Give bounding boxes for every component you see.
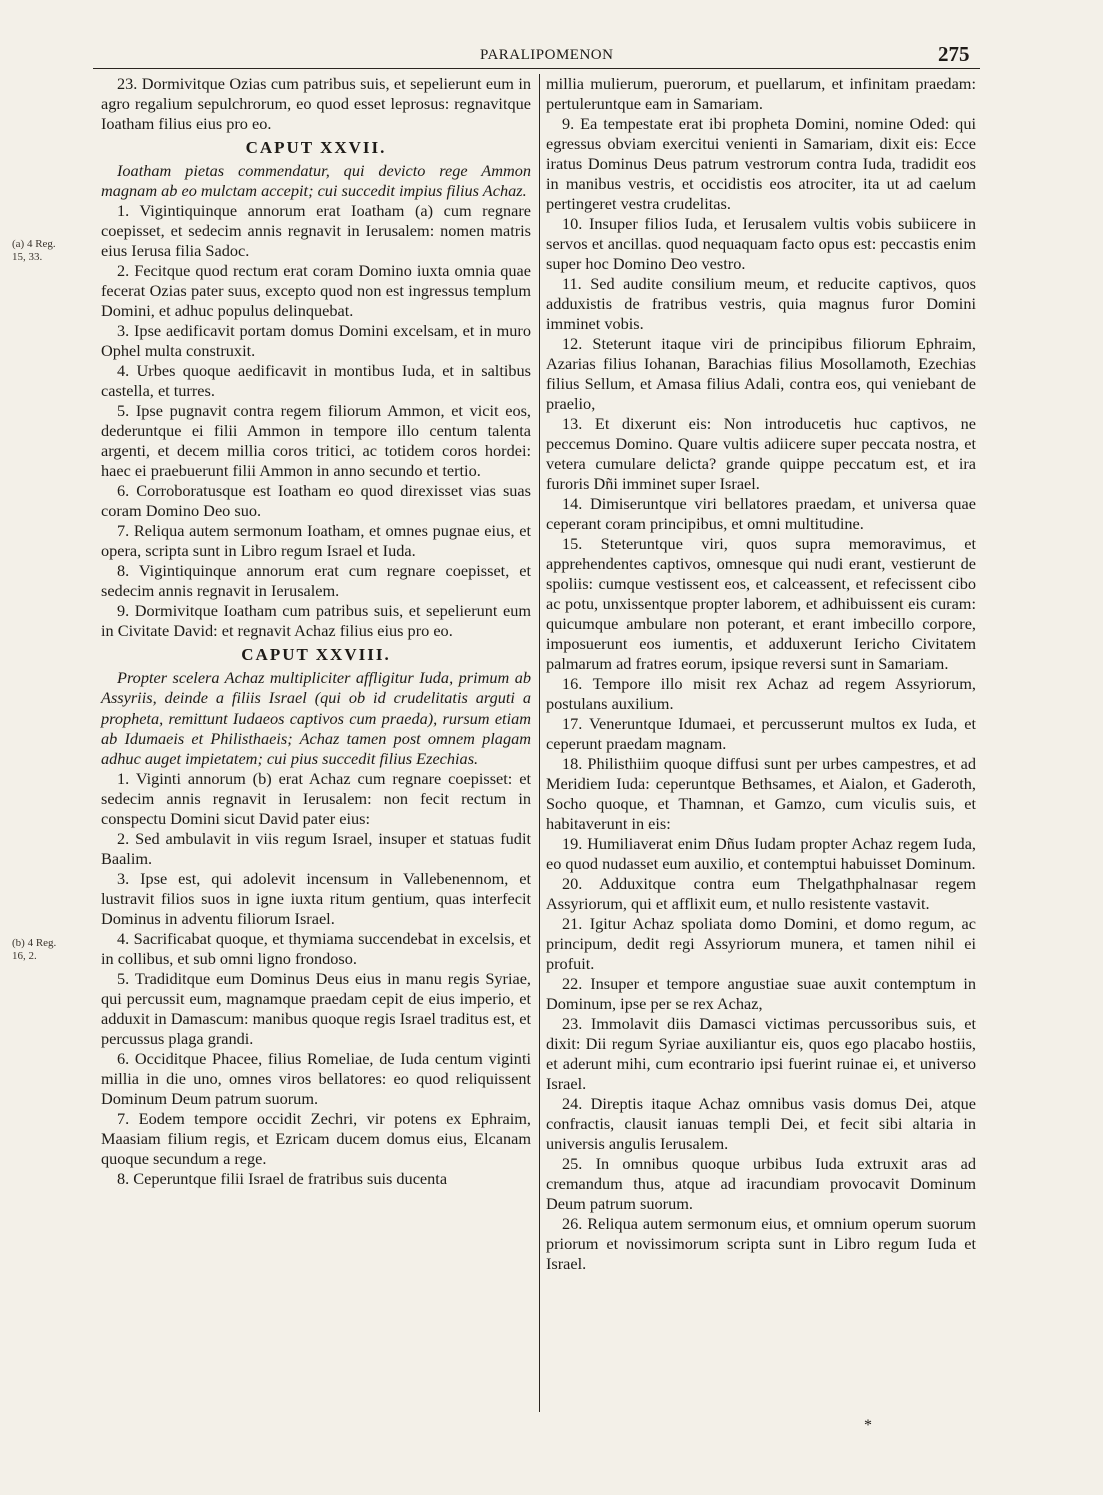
- verse: 5. Ipse pugnavit contra regem filiorum Ammon, et vicit eos, dederuntque ei filii Ammon in tempore illo centum talenta argenti, et decem millia coros tritici, ac totidem coros hordei: haec ei praebuerunt filii Ammon in anno secundo et tertio.: [101, 401, 531, 480]
- verse: 6. Corroboratusque est Ioatham eo quod direxisset vias suas coram Domino Deo suo.: [101, 481, 531, 520]
- right-column: [546, 74, 976, 1274]
- verse: 13. Et dixerunt eis: Non introducetis huc captivos, ne peccemus Domino. Quare vultis adiicere super peccata nostra, et vetera cumulare delicta? grande quippe peccatum est, et ira furoris Dñi imminet super Israel.: [546, 414, 976, 493]
- verse: 9. Ea tempestate erat ibi propheta Domini, nomine Oded: qui egressus obviam exercitui venienti in Samariam, dixit eis: Ecce iratus Dominus Deus patrum vestrorum contra Iuda, tradidit eos in manibus vestris, et occidistis eos atrociter, ita ut ad caelum pertingeret vestra crudelitas.: [546, 114, 976, 213]
- verse: 20. Adduxitque contra eum Thelgathphalnasar regem Assyriorum, qui et afflixit eum, et nullo resistente vastavit.: [546, 874, 976, 913]
- margin-note-b-line1: (b) 4 Reg.: [12, 937, 57, 949]
- verse: 11. Sed audite consilium meum, et reducite captivos, quos adduxistis de fratribus vestris, quia magnus furor Domini imminet vobis.: [546, 274, 976, 333]
- verse: 1. Viginti annorum (b) erat Achaz cum regnare coepisset: et sedecim annis regnavit in Ierusalem: non fecit rectum in conspectu Domini sicut David pater eius:: [101, 769, 531, 829]
- verse: 2. Sed ambulavit in viis regum Israel, insuper et statuas fudit Baalim.: [101, 829, 531, 869]
- header-rule: [93, 68, 980, 69]
- caput-28-summary: Propter scelera Achaz multipliciter affligitur Iuda, primum ab Assyriis, deinde a filiis Israel (qui ob id crudelitatis arguti a propheta, remittunt Iudaeos captivos cum praeda), rursum etiam ab Idumaeis et Philisthaeis; Achaz tamen post omnem plagam adhuc auget impietatem; cui pius succedit filius Ezechias.: [101, 668, 531, 769]
- verse: 7. Reliqua autem sermonum Ioatham, et omnes pugnae eius, et opera, scripta sunt in Libro regum Israel et Iuda.: [101, 521, 531, 560]
- verse: 7. Eodem tempore occidit Zechri, vir potens ex Ephraim, Maasiam filium regis, et Ezricam ducem domus eius, Elcanam quoque secundum a rege.: [101, 1109, 531, 1169]
- verse: 3. Ipse aedificavit portam domus Domini excelsam, et in muro Ophel multa construxit.: [101, 321, 531, 360]
- verse-continuation: millia mulierum, puerorum, et puellarum, et infinitam praedam: pertuleruntque eam in Samariam.: [546, 74, 976, 113]
- verse: 16. Tempore illo misit rex Achaz ad regem Assyriorum, postulans auxilium.: [546, 674, 976, 713]
- caput-27-heading: CAPUT XXVII.: [245, 138, 387, 157]
- verse: 2. Fecitque quod rectum erat coram Domino iuxta omnia quae fecerat Ozias pater suus, excepto quod non est ingressus templum Domini, et adhuc populus delinquebat.: [101, 261, 531, 320]
- verse: 23. Immolavit diis Damasci victimas percussoribus suis, et dixit: Dii regum Syriae auxiliantur eis, quos ego placabo hostiis, et aderunt mihi, cum econtrario ipsi fuerint ruinae ei, et universo Israel.: [546, 1014, 976, 1093]
- verse: 4. Sacrificabat quoque, et thymiama succendebat in excelsis, et in collibus, et sub omni ligno frondoso.: [101, 929, 531, 969]
- verse: 18. Philisthiim quoque diffusi sunt per urbes campestres, et ad Meridiem Iuda: ceperuntque Bethsames, et Aialon, et Gaderoth, Socho quoque, et Thamnan, et Gamzo, cum viculis suis, et habitaverunt in eis:: [546, 754, 976, 833]
- verse: 15. Steteruntque viri, quos supra memoravimus, et apprehendentes captivos, omnesque qui nudi erant, vestierunt de spoliis: cumque vestissent eos, et calceassent, et refecissent cibo ac potu, unxissentque propter laborem, et adhibuissent eis curam: quicumque ambulare non poterant, et erant imbecillo corpore, imposuerunt eos iumentis, et adduxerunt Iericho Civitatem palmarum ad fratres eorum, ipsique reversi sunt in Samariam.: [546, 534, 976, 673]
- caput-28-heading: CAPUT XXVIII.: [241, 645, 391, 664]
- margin-note-b: [12, 937, 94, 963]
- running-header-title: PARALIPOMENON: [480, 47, 614, 63]
- verse: 17. Veneruntque Idumaei, et percusserunt multos ex Iuda, et ceperunt praedam magnam.: [546, 714, 976, 753]
- verse: 1. Vigintiquinque annorum erat Ioatham (a) cum regnare coepisset, et sedecim annis regnavit in Ierusalem: nomen matris eius Ierusa filia Sadoc.: [101, 201, 531, 260]
- margin-note-b-line2: 16, 2.: [12, 950, 37, 962]
- verse: 10. Insuper filios Iuda, et Ierusalem vultis vobis subiicere in servos et ancillas. quod nequaquam facto opus est: peccastis enim super hoc Domino Deo vestro.: [546, 214, 976, 273]
- verse: 24. Direptis itaque Achaz omnibus vasis domus Dei, atque confractis, clausit ianuas templi Dei, et fecit sibi altaria in universis angulis Ierusalem.: [546, 1094, 976, 1153]
- end-asterisk: *: [864, 1417, 872, 1434]
- verse: 12. Steterunt itaque viri de principibus filiorum Ephraim, Azarias filius Iohanan, Barachias filius Mosollamoth, Ezechias filius Sellum, et Amasa filius Adali, contra eos, qui veniebant de praelio,: [546, 334, 976, 413]
- margin-note-a-line2: 15, 33.: [12, 251, 43, 263]
- verse-23-previous-chapter: 23. Dormivitque Ozias cum patribus suis, et sepelierunt eum in agro regalium sepulchrorum, eo quod esset leprosus: regnavitque Ioatham filius eius pro eo.: [101, 74, 531, 133]
- verse: 3. Ipse est, qui adolevit incensum in Vallebenennom, et lustravit filios suos in igne iuxta ritum gentium, quas interfecit Dominus in adventu filiorum Israel.: [101, 869, 531, 929]
- verse: 25. In omnibus quoque urbibus Iuda extruxit aras ad cremandum thus, atque ad iracundiam provocavit Dominum Deum patrum suorum.: [546, 1154, 976, 1213]
- verse: 22. Insuper et tempore angustiae suae auxit contemptum in Dominum, ipse per se rex Achaz,: [546, 974, 976, 1013]
- verse: 26. Reliqua autem sermonum eius, et omnium operum suorum priorum et novissimorum scripta sunt in Libro regum Iuda et Israel.: [546, 1214, 976, 1273]
- verse: 14. Dimiseruntque viri bellatores praedam, et universa quae ceperant coram principibus, et omni multitudine.: [546, 494, 976, 533]
- margin-note-a-line1: (a) 4 Reg.: [12, 238, 56, 250]
- verse: 9. Dormivitque Ioatham cum patribus suis, et sepelierunt eum in Civitate David: et regnavit Achaz filius eius pro eo.: [101, 601, 531, 640]
- verse: 4. Urbes quoque aedificavit in montibus Iuda, et in saltibus castella, et turres.: [101, 361, 531, 400]
- column-divider: [539, 74, 540, 1412]
- verse: 8. Ceperuntque filii Israel de fratribus suis ducenta: [117, 1169, 448, 1189]
- page-number: 275: [938, 42, 970, 66]
- verse: 5. Tradiditque eum Dominus Deus eius in manu regis Syriae, qui percussit eum, magnamque praedam cepit de eius imperio, et adduxit in Damascum: manibus quoque regis Israel traditus est, et percussus plaga grandi.: [101, 969, 531, 1049]
- left-column: [101, 74, 531, 1189]
- verse: 19. Humiliaverat enim Dñus Iudam propter Achaz regem Iuda, eo quod nudasset eum auxilio, et contemptui habuisset Dominum.: [546, 834, 976, 873]
- margin-note-a: [12, 238, 94, 264]
- caput-27-summary: Ioatham pietas commendatur, qui devicto rege Ammon magnam ab eo mulctam accepit; cui succedit impius filius Achaz.: [101, 161, 531, 200]
- verse: 21. Igitur Achaz spoliata domo Domini, et domo regum, ac principum, dedit regi Assyriorum munera, et tamen nihil ei profuit.: [546, 914, 976, 973]
- verse: 6. Occiditque Phacee, filius Romeliae, de Iuda centum viginti millia in die uno, omnes viros bellatores: eo quod reliquissent Dominum Deum patrum suorum.: [101, 1049, 531, 1109]
- verse: 8. Vigintiquinque annorum erat cum regnare coepisset, et sedecim annis regnavit in Ierusalem.: [101, 561, 531, 600]
